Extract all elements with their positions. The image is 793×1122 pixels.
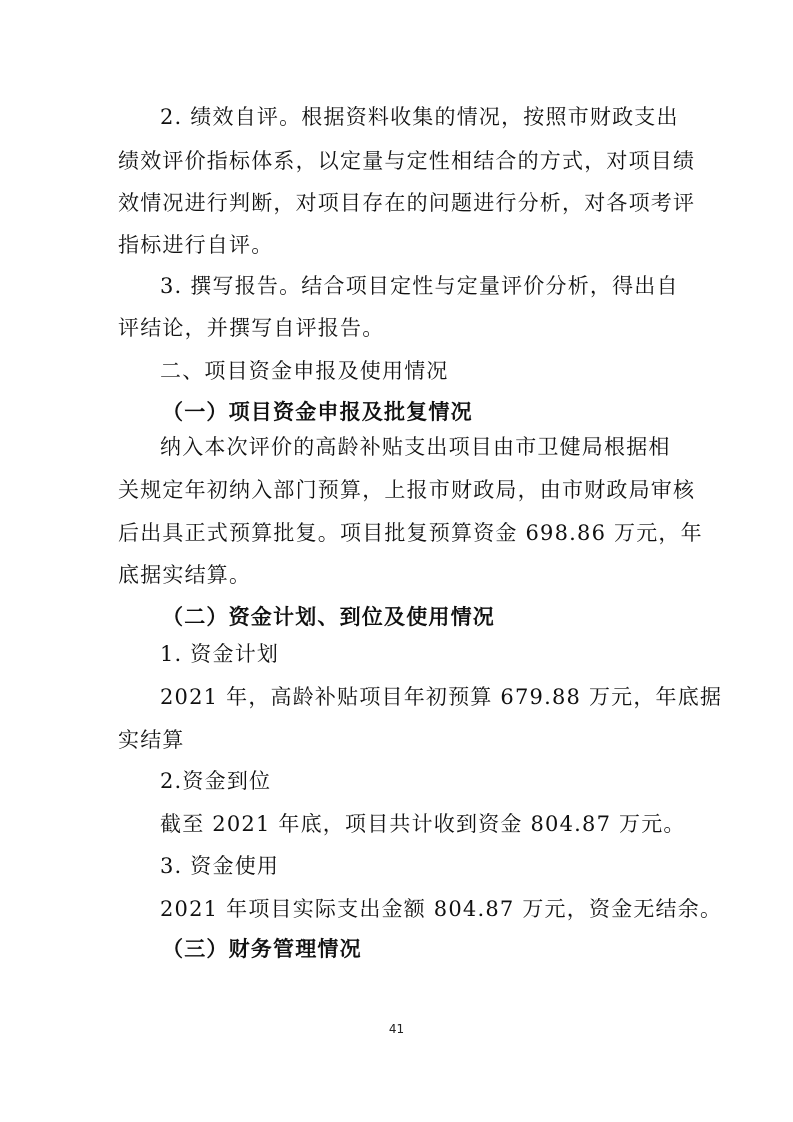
item-fund-usage: 3. 资金使用 (160, 854, 280, 878)
p3-line-3: 后出具正式预算批复。项目批复预算资金 698.86 万元，年 (118, 521, 703, 545)
p6-line-1: 2021 年项目实际支出金额 804.87 万元，资金无结余。 (160, 897, 723, 921)
subheading-3: （三）财务管理情况 (162, 936, 362, 961)
p1-line-1: 2. 绩效自评。根据资料收集的情况，按照市财政支出 (160, 105, 679, 129)
p3-line-4: 底据实结算。 (118, 563, 252, 587)
p1-line-4: 指标进行自评。 (118, 233, 274, 257)
p4-line-2: 实结算 (118, 728, 185, 752)
item-fund-plan: 1. 资金计划 (160, 642, 280, 666)
page-number: 41 (388, 1022, 405, 1036)
p1-line-2: 绩效评价指标体系，以定量与定性相结合的方式，对项目绩 (118, 149, 696, 173)
p5-line-1: 截至 2021 年底，项目共计收到资金 804.87 万元。 (160, 812, 686, 836)
p1-line-3: 效情况进行判断，对项目存在的问题进行分析，对各项考评 (118, 191, 696, 215)
p3-line-2: 关规定年初纳入部门预算，上报市财政局，由市财政局审核 (118, 478, 696, 502)
subheading-1: （一）项目资金申报及批复情况 (162, 399, 473, 424)
item-fund-arrival: 2.资金到位 (160, 769, 272, 793)
p2-line-1: 3. 撰写报告。结合项目定性与定量评价分析，得出自 (160, 274, 679, 298)
section-heading-2: 二、项目资金申报及使用情况 (160, 359, 449, 383)
p2-line-2: 评结论，并撰写自评报告。 (118, 316, 385, 340)
p4-line-1: 2021 年，高龄补贴项目年初预算 679.88 万元，年底据 (160, 685, 723, 709)
p3-line-1: 纳入本次评价的高龄补贴支出项目由市卫健局根据相 (160, 435, 671, 459)
subheading-2: （二）资金计划、到位及使用情况 (162, 604, 495, 629)
